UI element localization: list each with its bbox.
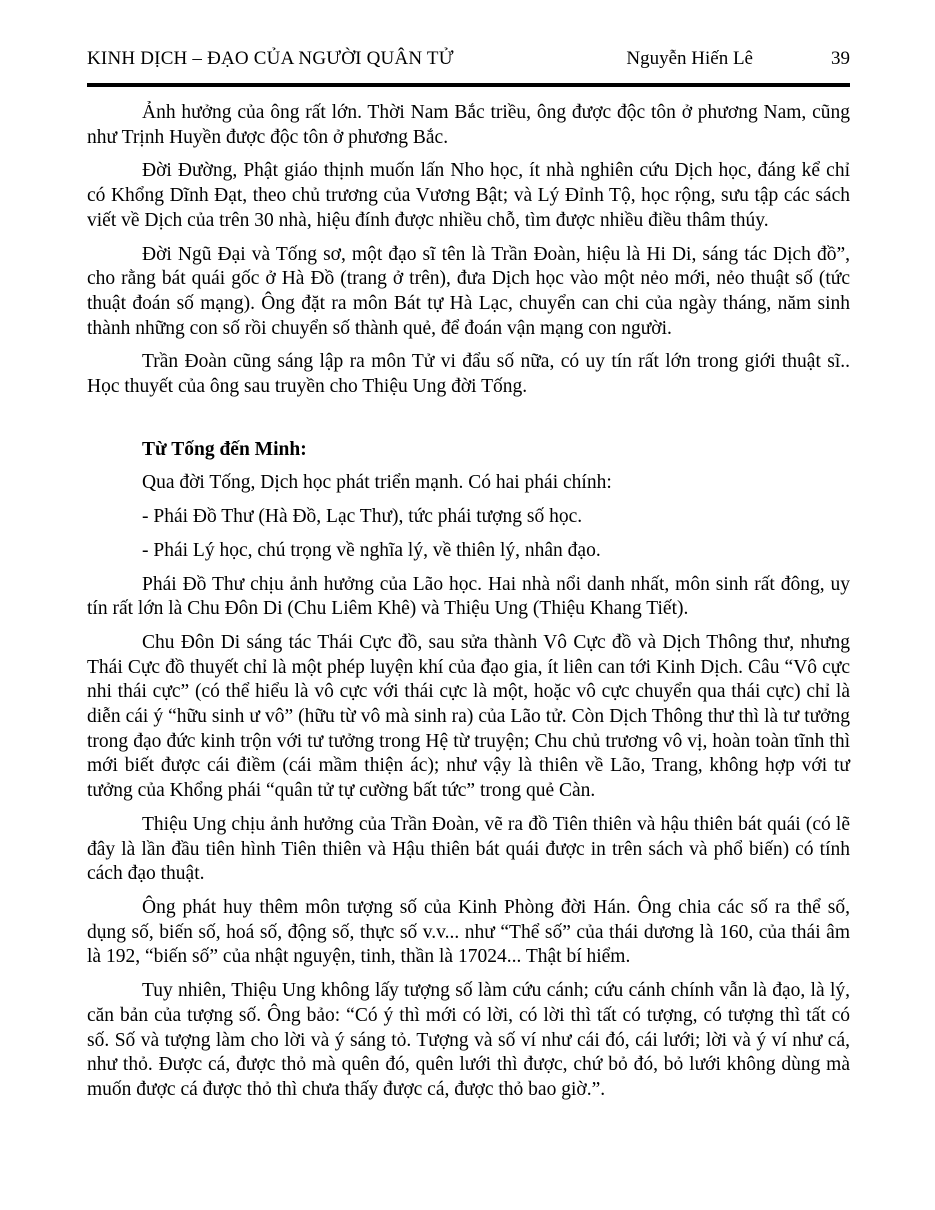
paragraph: Thiệu Ung chịu ảnh hưởng của Trần Đoàn, vẽ ra đồ Tiên thiên và hậu thiên bát quái (có lẽ đây là lần đầu tiên hình Tiên thiên và Hậu thiên bát quái được in trên sách và phổ biến) có tính cách đạo thuật. (87, 813, 850, 885)
paragraph: Đời Ngũ Đại và Tống sơ, một đạo sĩ tên là Trần Đoàn, hiệu là Hi Di, sáng tác Dịch đồ”, cho rằng bát quái gốc ở Hà Đồ (trang ở trên), đưa Dịch học vào một nẻo mới, nẻo thuật số (tức thuật đoán số mạng). Ông đặt ra môn Bát tự Hà Lạc, chuyển can chi của ngày tháng, năm sinh thành những con số rồi chuyển số thành quẻ, để đoán vận mạng con người. (87, 243, 850, 339)
paragraph: Trần Đoàn cũng sáng lập ra môn Tử vi đẩu số nữa, có uy tín rất lớn trong giới thuật sĩ.. Học thuyết của ông sau truyền cho Thiệu Ung đời Tống. (87, 351, 850, 398)
section-heading: Từ Tống đến Minh: (142, 438, 307, 460)
author-name: Nguyễn Hiến Lê (626, 48, 753, 69)
paragraph: Phái Đồ Thư chịu ảnh hưởng của Lão học. Hai nhà nổi danh nhất, môn sinh rất đông, uy tín rất lớn là Chu Đôn Di (Chu Liêm Khê) và Thiệu Ung (Thiệu Khang Tiết). (87, 573, 850, 620)
book-title: KINH DỊCH – ĐẠO CỦA NGƯỜI QUÂN TỬ (87, 48, 454, 69)
paragraph: Ảnh hưởng của ông rất lớn. Thời Nam Bắc triều, ông được độc tôn ở phương Nam, cũng như Trịnh Huyền được độc tôn ở phương Bắc. (87, 102, 850, 148)
page-body (87, 101, 850, 1103)
paragraph: Qua đời Tống, Dịch học phát triển mạnh. Có hai phái chính: (142, 472, 612, 494)
page-number: 39 (831, 48, 850, 69)
list-item: - Phái Lý học, chú trọng về nghĩa lý, về thiên lý, nhân đạo. (142, 539, 601, 561)
paragraph: Tuy nhiên, Thiệu Ung không lấy tượng số làm cứu cánh; cứu cánh chính vẫn là đạo, là lý, căn bản của tượng số. Ông bảo: “Có ý thì mới có lời, có lời thì tất có tượng, có tượng thì tất có số. Số và tượng làm cho lời và ý sáng tỏ. Tượng và số ví như cái đó, cái lưới; lời và ý ví như cá, như thỏ. Được cá, được thỏ mà quên đó, quên lưới thì được, chứ bỏ đó, bỏ lưới không dùng mà muốn được cá được thỏ thì chưa thấy được cá, được thỏ bao giờ.”. (87, 980, 850, 1100)
list-item: - Phái Đồ Thư (Hà Đồ, Lạc Thư), tức phái tượng số học. (142, 506, 583, 528)
paragraph: Chu Đôn Di sáng tác Thái Cực đồ, sau sửa thành Vô Cực đồ và Dịch Thông thư, nhưng Thái Cực đồ thuyết chỉ là một phép luyện khí của đạo gia, ít liên can tới Kinh Dịch. Câu “Vô cực nhi thái cực” (có thể hiểu là vô cực với thái cực là một, hoặc vô cực chuyển qua thái cực) chỉ là diễn cái ý “hữu sinh ư vô” (hữu từ vô mà sinh ra) của Lão tử. Còn Dịch Thông thư thì là tư tưởng trong đạo đức kinh trộn với tư tưởng trong Hệ từ truyện; Chu chủ trương vô vị, hoàn toàn tĩnh thì mới biết được cái điềm (cái mầm thiện ác); như vậy là thiên về Lão, Trang, không hợp với tư tưởng của Khổng phái “quân tử tự cường bất tức” trong quẻ Càn. (87, 631, 850, 802)
paragraph: Đời Đường, Phật giáo thịnh muốn lấn Nho học, ít nhà nghiên cứu Dịch học, đáng kể chỉ có Khổng Dĩnh Đạt, theo chủ trương của Vương Bật; và Lý Đỉnh Tộ, học rộng, sưu tập các sách viết về Dịch của trên 30 nhà, hiệu đính được nhiều chỗ, tìm được nhiều điều thâm thúy. (87, 160, 850, 231)
paragraph: Ông phát huy thêm môn tượng số của Kinh Phòng đời Hán. Ông chia các số ra thể số, dụng số, biến số, hoá số, động số, thực số v.v... như “Thể số” của thái dương là 160, của thái âm là 192, “biến số” của nhật nguyện, tinh, thần là 17024... Thật bí hiểm. (87, 896, 850, 968)
header-rule (87, 83, 850, 87)
page-header (87, 48, 850, 70)
